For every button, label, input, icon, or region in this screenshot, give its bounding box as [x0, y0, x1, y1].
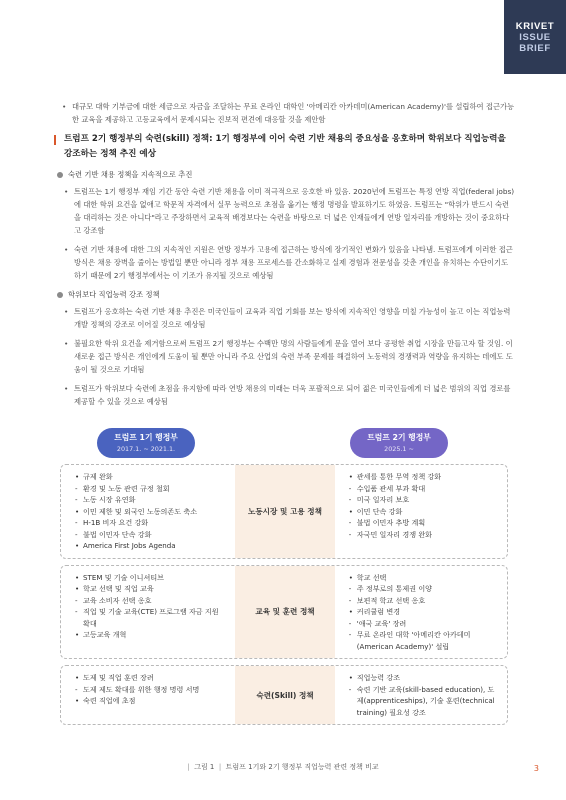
left-term-column [61, 566, 235, 659]
left-term-column [61, 666, 235, 724]
comparison-row [60, 565, 508, 660]
caption-label: 그림 1 [194, 763, 215, 771]
policy-item: • 고등교육 개혁 [75, 629, 227, 641]
figure-headers [60, 428, 508, 458]
policy-sub-item: - 교육 소비자 선택 옹호 [75, 595, 227, 607]
second-term-period: 2025.1 ~ [384, 445, 414, 453]
list-item: • 트럼프가 학위보다 숙련에 초점을 유지함에 따라 연방 채용의 미래는 더욱 포괄적으로 되어 젊은 미국인들에게 더 넓은 범위의 직업 경로를 제공할 수 있을 것으로 예상됨 [64, 382, 515, 408]
subsection-2-items [64, 305, 515, 408]
right-term-column [335, 465, 507, 558]
brand-line-3: BRIEF [519, 42, 551, 54]
subsection-heading-2: 학위보다 직업능력 강조 정책 [56, 288, 515, 301]
comparison-row [60, 665, 508, 725]
policy-sub-item: - 불법 이민자 추방 계획 [349, 517, 499, 529]
policy-item: • 이민 단속 강화 [349, 506, 499, 518]
second-term-header [350, 428, 448, 458]
list-item: • 숙련 기반 채용에 대한 그의 지속적인 지원은 연방 정부가 고용에 접근하는 방식에 장기적인 변화가 있음을 나타냄. 트럼프에게 이러한 접근 방식은 채용 장벽을 줄이는 방법일 뿐만 아니라 정부 채용 프로세스를 간소화하고 실제 경험과 전문성을 갖춘 개인을 유치하는 수단이기도 하기 때문에 2기 행정부에서는 이 기조가 유지될 것으로 예상됨 [64, 243, 515, 282]
subsection-heading-1: 숙련 기반 채용 정책을 지속적으로 추진 [56, 168, 515, 181]
policy-sub-item: - 보편적 학교 선택 옹호 [349, 595, 499, 607]
policy-sub-item: - 수입품 관세 부과 확대 [349, 483, 499, 495]
policy-sub-item: - 자국민 일자리 경쟁 완화 [349, 529, 499, 541]
policy-item: • 학교 선택 및 직업 교육 [75, 583, 227, 595]
figure-caption: | 그림 1 | 트럼프 1기와 2기 행정부 직업능력 관련 정책 비교 [187, 763, 379, 771]
policy-item: • 직업능력 강조 [349, 672, 499, 684]
policy-sub-item: - 숙련 기반 교육(skill-based education), 도제(apprenticeships), 기술 훈련(technical training) 필요성 강조 [349, 684, 499, 719]
first-term-title: 트럼프 1기 행정부 [114, 433, 178, 442]
right-term-column [335, 566, 507, 659]
policy-item: • 학교 선택 [349, 572, 499, 584]
policy-sub-item: - 환경 및 노동 관련 규정 철회 [75, 483, 227, 495]
page-number: 3 [533, 764, 539, 773]
policy-sub-item: - H-1B 비자 요건 강화 [75, 517, 227, 529]
policy-sub-item: - 불법 이민자 단속 강화 [75, 529, 227, 541]
policy-item: • 숙련 직업에 초점 [75, 695, 227, 707]
policy-category: 노동시장 및 고용 정책 [235, 465, 335, 558]
comparison-row [60, 464, 508, 559]
left-term-column [61, 465, 235, 558]
policy-sub-item: - 무료 온라인 대학 '아메리칸 아카데미 (American Academy)' 설립 [349, 629, 499, 652]
list-item: • 불필요한 학위 요건을 제거함으로써 트럼프 2기 행정부는 수백만 명의 사람들에게 문을 열어 보다 공평한 취업 시장을 만들고자 할 것임. 이 새로운 접근 방식은 개인에게 도움이 될 뿐만 아니라 주요 산업의 숙련 부족 문제를 해결하여 노동력의 경쟁력과 역량을 유지하는 데에도 도움이 될 것으로 기대됨 [64, 337, 515, 376]
list-item: • 트럼프는 1기 행정부 재임 기간 동안 숙련 기반 채용을 이미 적극적으로 옹호한 바 있음. 2020년에 트럼프는 특정 연방 직업(federal jobs)에 대한 학위 요건을 없애고 학문적 자격에서 실무 능력으로 초점을 옮기는 행정 명령을 발표하기도 하였음. 트럼프는 "학위가 반드시 숙련을 대리하는 것은 아니다"라고 주장하면서 교육적 배경보다는 숙련을 바탕으로 더 넓은 인재들에게 연방 일자리를 개방하는 것이 중요하다고 강조함 [64, 185, 515, 237]
second-term-title: 트럼프 2기 행정부 [367, 433, 431, 442]
body-text [60, 100, 515, 414]
policy-item: • America First Jobs Agenda [75, 540, 227, 552]
policy-item: • 규제 완화 [75, 471, 227, 483]
policy-sub-item: - 주 정부로의 통제권 이양 [349, 583, 499, 595]
section-title: 트럼프 2기 행정부의 숙련(skill) 정책: 1기 행정부에 이어 숙련 기반 채용의 중요성을 옹호하며 학위보다 직업능력을 강조하는 정책 추진 예상 [54, 132, 515, 162]
policy-item: • 커리큘럼 변경 [349, 606, 499, 618]
caption-text: 트럼프 1기와 2기 행정부 직업능력 관련 정책 비교 [225, 763, 379, 771]
policy-sub-item: - 노동 시장 유연화 [75, 494, 227, 506]
policy-item: • 관세를 통한 무역 정책 강화 [349, 471, 499, 483]
policy-comparison-figure [60, 428, 508, 725]
subsection-1-items [64, 185, 515, 282]
policy-category: 숙련(Skill) 정책 [235, 666, 335, 724]
policy-sub-item: - 직업 및 기술 교육(CTE) 프로그램 자금 지원 확대 [75, 606, 227, 629]
policy-sub-item: - '애국 교육' 장려 [349, 618, 499, 630]
right-term-column [335, 666, 507, 724]
brand-line-2: ISSUE [519, 31, 551, 43]
policy-item: • STEM 및 기술 이니셔티브 [75, 572, 227, 584]
list-item: • 트럼프가 옹호하는 숙련 기반 채용 추진은 미국인들이 교육과 직업 기회를 보는 방식에 지속적인 영향을 미칠 가능성이 높고 이는 직업능력 개발 정책의 강조로 이어질 것으로 예상됨 [64, 305, 515, 331]
first-term-header [97, 428, 195, 458]
policy-sub-item: - 미국 일자리 보호 [349, 494, 499, 506]
policy-item: • 이민 제한 및 외국인 노동의존도 축소 [75, 506, 227, 518]
policy-category: 교육 및 훈련 정책 [235, 566, 335, 659]
figure-rows [60, 464, 508, 725]
first-term-period: 2017.1. ~ 2021.1. [116, 445, 176, 453]
brand-logo [504, 0, 566, 74]
policy-sub-item: - 도제 제도 확대를 위한 행정 명령 서명 [75, 684, 227, 696]
brand-line-1: KRIVET [515, 20, 555, 32]
intro-bullet: • 대규모 대학 기부금에 대한 세금으로 자금을 조달하는 무료 온라인 대학인 '아메리칸 아카데미(American Academy)'를 설립하여 접근가능한 교육을 제공하고 고등교육에서 문제시되는 진보적 편견에 대응할 것을 제안함 [60, 100, 515, 126]
policy-item: • 도제 및 직업 훈련 장려 [75, 672, 227, 684]
